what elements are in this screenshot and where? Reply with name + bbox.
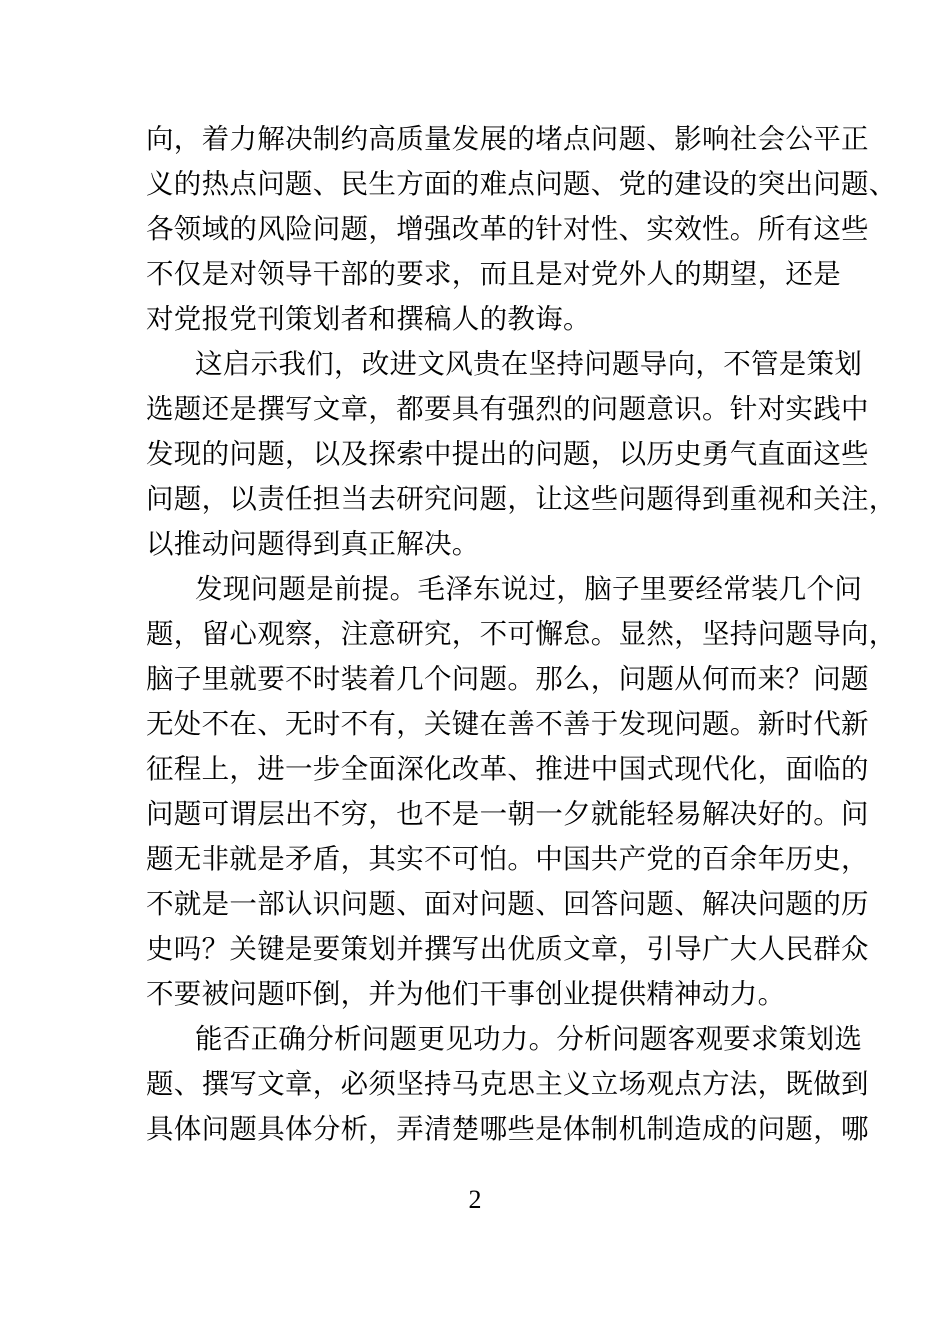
text-line: 征程上，进一步全面深化改革、推进中国式现代化，面临的 (146, 753, 869, 785)
text-line: 各领域的风险问题，增强改革的针对性、实效性。所有这些 (146, 213, 869, 245)
paragraph-first-line: 发现问题是前提。毛泽东说过，脑子里要经常装几个问 (195, 573, 863, 605)
text-line: 以推动问题得到真正解决。 (146, 528, 480, 560)
paragraph-first-line: 能否正确分析问题更见功力。分析问题客观要求策划选 (195, 1023, 863, 1055)
text-line: 不要被问题吓倒，并为他们干事创业提供精神动力。 (146, 978, 786, 1010)
text-line: 选题还是撰写文章，都要具有强烈的问题意识。针对实践中 (146, 393, 869, 425)
page-number: 2 (468, 1185, 482, 1214)
text-line: 题无非就是矛盾，其实不可怕。中国共产党的百余年历史， (146, 843, 869, 875)
text-line: 义的热点问题、民生方面的难点问题、党的建设的突出问题、 (146, 168, 897, 200)
text-line: 题、撰写文章，必须坚持马克思主义立场观点方法，既做到 (146, 1068, 869, 1100)
text-line: 向，着力解决制约高质量发展的堵点问题、影响社会公平正 (146, 123, 869, 155)
text-line: 史吗？关键是要策划并撰写出优质文章，引导广大人民群众 (146, 933, 869, 965)
text-line: 不就是一部认识问题、面对问题、回答问题、解决问题的历 (146, 888, 869, 920)
text-line: 发现的问题，以及探索中提出的问题，以历史勇气直面这些 (146, 438, 869, 470)
text-line: 不仅是对领导干部的要求，而且是对党外人的期望，还是 (146, 258, 841, 290)
text-line: 题，留心观察，注意研究，不可懈怠。显然，坚持问题导向， (146, 618, 897, 650)
text-line: 无处不在、无时不有，关键在善不善于发现问题。新时代新 (146, 708, 869, 740)
text-line: 具体问题具体分析，弄清楚哪些是体制机制造成的问题，哪 (146, 1113, 869, 1145)
text-line: 对党报党刊策划者和撰稿人的教诲。 (146, 303, 591, 335)
text-line: 脑子里就要不时装着几个问题。那么，问题从何而来？问题 (146, 663, 869, 695)
text-line: 问题，以责任担当去研究问题，让这些问题得到重视和关注， (146, 483, 897, 515)
paragraph-first-line: 这启示我们，改进文风贵在坚持问题导向，不管是策划 (195, 348, 863, 380)
text-line: 问题可谓层出不穷，也不是一朝一夕就能轻易解决好的。问 (146, 798, 869, 830)
